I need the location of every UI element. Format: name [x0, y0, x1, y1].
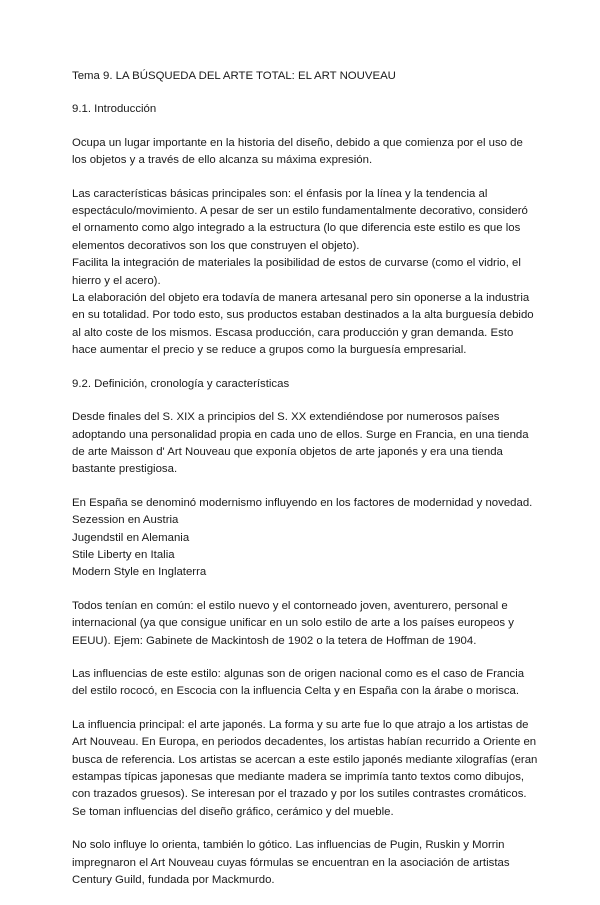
document-title-text: Tema 9. LA BÚSQUEDA DEL ARTE TOTAL: EL ART NOUVEAU [72, 70, 396, 82]
paragraph-intro [72, 135, 527, 170]
paragraph-line: La influencia principal: el arte japonés. La forma y su arte fue lo que atrajo a los artistas de [72, 718, 529, 731]
paragraph-common [72, 598, 527, 650]
paragraph-line: en su totalidad. Por todo esto, sus productos estaban destinados a la alta burguesía debido [72, 309, 534, 322]
paragraph-line: estampas típicas japonesas que mediante madera se imprimía tanto textos como dibujos, [72, 771, 525, 783]
paragraph-line: espectáculo/movimiento. A pesar de ser un estilo fundamentalmente decorativo, consideró [72, 205, 528, 218]
paragraph-line: del estilo rococó, en Escocia con la influencia Celta y en España con la árabe o morisca. [72, 685, 520, 698]
paragraph-line: Todos tenían en común: el estilo nuevo y el contorneado joven, aventurero, personal e [72, 599, 508, 612]
paragraph-line: al alto coste de los mismos. Escasa producción, cara producción y gran demanda. Esto [72, 326, 514, 339]
paragraph-japanese-art [72, 717, 538, 821]
paragraph-line: hierro y el acero). [72, 274, 161, 287]
paragraph-line: No solo influye lo orienta, también lo gótico. Las influencias de Pugin, Ruskin y Morrin [72, 839, 505, 852]
paragraph-line: los objetos y a través de ello alcanza su máxima expresión. [72, 154, 373, 167]
paragraph-origin [72, 409, 527, 479]
paragraph-line: adoptando una personalidad propia en cada uno de ellos. Surge en Francia, en una tienda [72, 428, 529, 441]
paragraph-line: bastante prestigiosa. [72, 463, 178, 476]
list-item: Modern Style en Inglaterra [72, 566, 207, 579]
list-item: Jugendstil en Alemania [72, 531, 190, 544]
section-heading-text: 9.1. Introducción [72, 103, 157, 116]
document-title [72, 68, 527, 85]
paragraph-line: En España se denominó modernismo influyendo en los factores de modernidad y novedad. [72, 496, 533, 509]
paragraph-influences [72, 666, 527, 701]
section-heading-text: 9.2. Definición, cronología y características [72, 377, 290, 390]
paragraph-line: Century Guild, fundada por Mackmurdo. [72, 874, 275, 887]
paragraph-line: elementos decorativos son los que construyen el objeto). [72, 239, 360, 252]
paragraph-line: Las características básicas principales son: el énfasis por la línea y la tendencia al [72, 187, 488, 200]
document-page [72, 68, 538, 905]
paragraph-line: EEUU). Ejem: Gabinete de Mackintosh de 1902 o la tetera de Hoffman de 1904. [72, 634, 477, 647]
paragraph-line: con trazados gruesos). Se interesan por el trazado y por los sutiles contrastes cromáticos. [72, 788, 527, 801]
paragraph-line: hace aumentar el precio y se reduce a grupos como la burguesía empresarial. [72, 344, 467, 357]
paragraph-line: Desde finales del S. XIX a principios del S. XX extendiéndose por numerosos países [72, 411, 500, 424]
paragraph-characteristics [72, 186, 534, 360]
paragraph-line: de arte Maisson d' Art Nouveau que exponía objetos de arte japonés y era una tienda [72, 445, 503, 458]
paragraph-line: internacional (ya que consigue unificar en un solo estilo de arte a los países europeos y [72, 617, 514, 630]
paragraph-line: Art Nouveau. En Europa, en periodos decadentes, los artistas habían recurrido a Oriente en [72, 736, 537, 749]
paragraph-regional-names [72, 495, 533, 582]
list-item: Stile Liberty en Italia [72, 548, 175, 561]
paragraph-line: Se toman influencias del diseño gráfico, cerámico y del mueble. [72, 805, 394, 818]
paragraph-line: busca de referencia. Los artistas se acercan a este estilo japonés mediante xilografías (eran [72, 753, 538, 766]
paragraph-line: Ocupa un lugar importante en la historia del diseño, debido a que comienza por el uso de [72, 136, 523, 149]
section-heading-introduccion [72, 101, 527, 118]
paragraph-gothic [72, 837, 527, 889]
paragraph-line: Las influencias de este estilo: algunas son de origen nacional como es el caso de Francia [72, 667, 525, 680]
paragraph-line: La elaboración del objeto era todavía de manera artesanal pero sin oponerse a la industria [72, 292, 530, 305]
paragraph-line: el ornamento como algo integrado a la estructura (lo que diferencia este estilo es que los [72, 222, 521, 235]
section-heading-definicion [72, 376, 527, 393]
paragraph-line: impregnaron el Art Nouveau cuyas fórmulas se encuentran en la asociación de artistas [72, 856, 510, 869]
paragraph-line: Facilita la integración de materiales la posibilidad de estos de curvarse (como el vidrio, el [72, 257, 521, 270]
list-item: Sezession en Austria [72, 514, 179, 527]
